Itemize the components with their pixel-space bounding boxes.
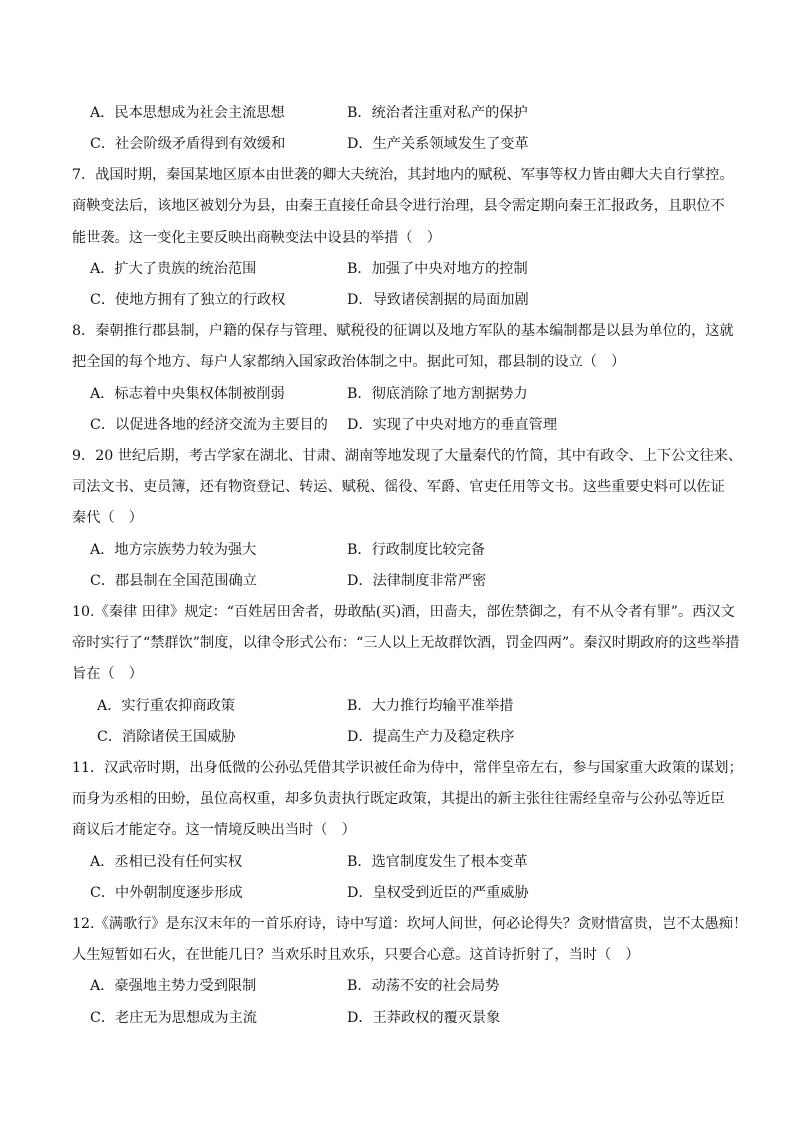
- q6-option-d[interactable]: D．生产关系领域发生了变革: [347, 136, 529, 152]
- q10-option-c[interactable]: C．消除诸侯王国威胁: [97, 729, 236, 745]
- q8-stem-line-2: 把全国的每个地方、每户人家都纳入国家政治体制之中。据此可知，郡县制的设立（ ）: [72, 354, 626, 370]
- q7-option-b[interactable]: B．加强了中央对地方的控制: [347, 261, 528, 277]
- q8-option-b[interactable]: B．彻底消除了地方割据势力: [347, 386, 528, 402]
- q6-option-b[interactable]: B．统治者注重对私产的保护: [347, 105, 528, 121]
- q9-option-a[interactable]: A．地方宗族势力较为强大: [90, 542, 257, 558]
- q11-option-a[interactable]: A．丞相已没有任何实权: [90, 854, 243, 870]
- q8-option-a[interactable]: A．标志着中央集权体制被削弱: [90, 386, 285, 402]
- q12-stem-line-2: 人生短暂如石火，在世能几日？当欢乐时且欢乐，只要合心意。这首诗折射了，当时（ ）: [72, 947, 640, 963]
- q11-stem-line-3: 商议后才能定夺。这一情境反映出当时（ ）: [72, 822, 356, 838]
- q9-option-d[interactable]: D．法律制度非常严密: [347, 573, 487, 589]
- q7-stem-line-1: 7．战国时期，秦国某地区原本由世袭的卿大夫统治，其封地内的赋税、军事等权力皆由卿大夫自行掌控。: [72, 167, 734, 183]
- q10-stem-line-2: 帝时实行了“禁群饮”制度，以律令形式公布：“三人以上无故群饮酒，罚金四两”。秦汉时期政府的这些举措: [72, 635, 740, 651]
- q10-stem-line-3: 旨在（ ）: [72, 666, 143, 682]
- q9-stem-line-1: 9．20 世纪后期，考古学家在湖北、甘肃、湖南等地发现了大量秦代的竹简，其中有政令、上下公文往来、: [72, 448, 743, 464]
- q10-option-b[interactable]: B．大力推行均输平准举措: [347, 698, 514, 714]
- q6-option-c[interactable]: C．社会阶级矛盾得到有效缓和: [90, 136, 286, 152]
- q8-option-d[interactable]: D．实现了中央对地方的垂直管理: [347, 417, 558, 433]
- q11-stem-line-1: 11．汉武帝时期，出身低微的公孙弘凭借其学识被任命为侍中，常伴皇帝左右，参与国家重大政策的谋划；: [72, 760, 743, 776]
- q7-stem-line-2: 商鞅变法后，该地区被划分为县，由秦王直接任命县令进行治理，县令需定期向秦王汇报政务，且职位不: [72, 198, 725, 214]
- q6-option-a[interactable]: A．民本思想成为社会主流思想: [90, 105, 285, 121]
- q10-option-d[interactable]: D．提高生产力及稳定秩序: [347, 729, 515, 745]
- q8-stem-line-1: 8．秦朝推行郡县制，户籍的保存与管理、赋税役的征调以及地方军队的基本编制都是以县为单位的，这就: [72, 323, 734, 339]
- q9-option-b[interactable]: B．行政制度比较完备: [347, 542, 486, 558]
- q11-stem-line-2: 而身为丞相的田蚡，虽位高权重，却多负责执行既定政策，其提出的新主张往往需经皇帝与公孙弘等近臣: [72, 791, 725, 807]
- q12-option-b[interactable]: B．动荡不安的社会局势: [347, 978, 500, 994]
- q12-stem-line-1: 12.《满歌行》是东汉末年的一首乐府诗，诗中写道：坎坷人间世，何必论得失？贪财惜富贵，岂不太愚痴！: [72, 916, 748, 932]
- q11-option-b[interactable]: B．选官制度发生了根本变革: [347, 854, 528, 870]
- q7-option-a[interactable]: A．扩大了贵族的统治范围: [90, 261, 257, 277]
- q12-option-c[interactable]: C．老庄无为思想成为主流: [90, 1010, 257, 1026]
- q7-option-d[interactable]: D．导致诸侯割据的局面加剧: [347, 292, 529, 308]
- q7-stem-line-3: 能世袭。这一变化主要反映出商鞅变法中设县的举措（ ）: [72, 230, 441, 246]
- q7-option-c[interactable]: C．使地方拥有了独立的行政权: [90, 292, 286, 308]
- q12-option-a[interactable]: A．豪强地主势力受到限制: [90, 978, 257, 994]
- q10-stem-line-1: 10.《秦律 田律》规定：“百姓居田舍者，毋敢酤(买)酒，田啬夫，部佐禁御之，有不从令者有罪”。西汉文: [72, 604, 735, 620]
- q11-option-d[interactable]: D．皇权受到近臣的严重威胁: [347, 885, 529, 901]
- q10-option-a[interactable]: A．实行重农抑商政策: [97, 698, 235, 714]
- q8-option-c[interactable]: C．以促进各地的经济交流为主要目的: [90, 417, 328, 433]
- q12-option-d[interactable]: D．王莽政权的覆灭景象: [347, 1010, 501, 1026]
- q9-stem-line-3: 秦代（ ）: [72, 510, 143, 526]
- q9-stem-line-2: 司法文书、吏员簿，还有物资登记、转运、赋税、徭役、军爵、官吏任用等文书。这些重要史料可以佐证: [72, 479, 725, 495]
- q11-option-c[interactable]: C．中外朝制度逐步形成: [90, 885, 243, 901]
- q9-option-c[interactable]: C．郡县制在全国范围确立: [90, 573, 257, 589]
